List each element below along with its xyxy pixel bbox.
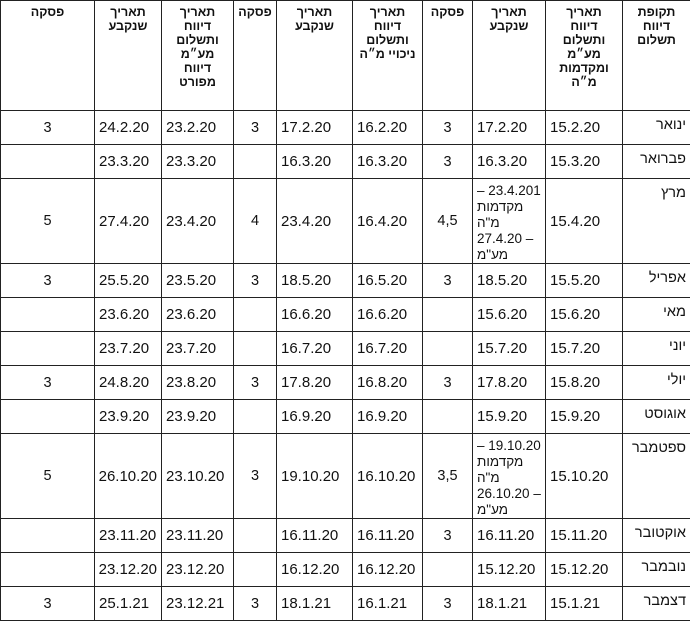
detailed-vat-date-cell: 23.9.20 [162, 400, 234, 434]
set-date-2-cell: 16.3.20 [277, 145, 353, 179]
set-date-2-cell: 17.8.20 [277, 366, 353, 400]
set-date-3-cell: 23.3.20 [95, 145, 162, 179]
clause-3-cell [1, 145, 95, 179]
detailed-vat-date-cell: 23.4.20 [162, 179, 234, 264]
set-date-1-cell: 18.1.21 [473, 587, 546, 621]
period-cell: פברואר [623, 145, 690, 179]
set-date-line: – 27.4.20 [477, 231, 541, 247]
deductions-date-cell: 16.8.20 [353, 366, 423, 400]
header-set-date-2 [277, 1, 353, 111]
set-date-3-cell: 23.9.20 [95, 400, 162, 434]
table-header [1, 1, 690, 111]
detailed-vat-date-cell: 23.12.20 [162, 553, 234, 587]
header-line: שנקבע [477, 19, 541, 33]
vat-advance-date-cell: 15.8.20 [546, 366, 623, 400]
deductions-date-cell: 16.11.20 [353, 519, 423, 553]
header-line: ותשלום [550, 33, 618, 47]
clause-2-cell: 3 [234, 111, 277, 145]
clause-1-cell: 3 [423, 111, 473, 145]
header-clause-1 [423, 1, 473, 111]
clause-2-cell [234, 145, 277, 179]
table-row [1, 587, 690, 621]
header-line: תאריך [166, 5, 229, 19]
detailed-vat-date-cell: 23.12.21 [162, 587, 234, 621]
clause-3-cell [1, 553, 95, 587]
clause-3-cell: 3 [1, 111, 95, 145]
header-line: מ״ה [550, 75, 618, 89]
header-line: ותשלום [357, 33, 418, 47]
table-row [1, 553, 690, 587]
clause-3-cell [1, 332, 95, 366]
header-line: תאריך [281, 5, 348, 19]
header-line: תאריך [357, 5, 418, 19]
clause-2-cell [234, 298, 277, 332]
period-cell: אוקטובר [623, 519, 690, 553]
deductions-date-cell: 16.4.20 [353, 179, 423, 264]
header-line: דיווח [166, 61, 229, 75]
clause-3-cell: 5 [1, 179, 95, 264]
clause-1-cell: 3 [423, 519, 473, 553]
period-cell: נובמבר [623, 553, 690, 587]
set-date-line: מקדמות [477, 199, 541, 215]
table-row [1, 434, 690, 519]
set-date-1-cell: 17.8.20 [473, 366, 546, 400]
detailed-vat-date-cell: 23.7.20 [162, 332, 234, 366]
header-report-pay-deductions [353, 1, 423, 111]
set-date-3-cell: 24.2.20 [95, 111, 162, 145]
set-date-1-cell [473, 434, 546, 519]
header-line: שנקבע [281, 19, 348, 33]
set-date-3-cell: 25.1.21 [95, 587, 162, 621]
set-date-3-cell: 24.8.20 [95, 366, 162, 400]
deductions-date-cell: 16.9.20 [353, 400, 423, 434]
header-line: תאריך [99, 5, 157, 19]
header-report-pay-detailed-vat [162, 1, 234, 111]
period-cell: יוני [623, 332, 690, 366]
detailed-vat-date-cell: 23.3.20 [162, 145, 234, 179]
vat-advance-date-cell: 15.4.20 [546, 179, 623, 264]
detailed-vat-date-cell: 23.11.20 [162, 519, 234, 553]
set-date-line: 19.10.20 – [477, 438, 541, 454]
clause-1-cell: 3 [423, 264, 473, 298]
clause-3-cell [1, 519, 95, 553]
header-line: שנקבע [99, 19, 157, 33]
header-line: פסקה [5, 5, 90, 19]
period-cell: דצמבר [623, 587, 690, 621]
set-date-line: מע"מ [477, 247, 541, 263]
clause-1-cell: 4,5 [423, 179, 473, 264]
header-line: מפורט [166, 75, 229, 89]
period-cell: מאי [623, 298, 690, 332]
table-row [1, 145, 690, 179]
detailed-vat-date-cell: 23.8.20 [162, 366, 234, 400]
set-date-3-cell: 23.11.20 [95, 519, 162, 553]
clause-3-cell: 5 [1, 434, 95, 519]
clause-1-cell [423, 553, 473, 587]
deductions-date-cell: 16.2.20 [353, 111, 423, 145]
header-line: תקופת [627, 5, 686, 19]
set-date-1-cell: 15.12.20 [473, 553, 546, 587]
vat-advance-date-cell: 15.9.20 [546, 400, 623, 434]
set-date-line: מקדמות [477, 454, 541, 470]
set-date-1-cell: 15.7.20 [473, 332, 546, 366]
period-cell: מרץ [623, 179, 690, 264]
header-clause-3 [1, 1, 95, 111]
set-date-line: מ"ה [477, 215, 541, 231]
set-date-2-cell: 18.5.20 [277, 264, 353, 298]
vat-advance-date-cell: 15.7.20 [546, 332, 623, 366]
header-line: דיווח [627, 19, 686, 33]
clause-1-cell [423, 332, 473, 366]
header-line: מע״מ [166, 47, 229, 61]
set-date-line: – 26.10.20 [477, 486, 541, 502]
clause-1-cell [423, 298, 473, 332]
table-row [1, 332, 690, 366]
set-date-2-cell: 18.1.21 [277, 587, 353, 621]
header-line: מע״מ [550, 47, 618, 61]
clause-1-cell: 3,5 [423, 434, 473, 519]
header-line: פסקה [427, 5, 468, 19]
header-line: פסקה [238, 5, 272, 19]
period-cell: ינואר [623, 111, 690, 145]
clause-3-cell: 3 [1, 587, 95, 621]
set-date-3-cell: 23.6.20 [95, 298, 162, 332]
table-row [1, 179, 690, 264]
clause-2-cell [234, 332, 277, 366]
table-body [1, 111, 690, 621]
vat-advance-date-cell: 15.5.20 [546, 264, 623, 298]
header-line: תאריך [550, 5, 618, 19]
deductions-date-cell: 16.7.20 [353, 332, 423, 366]
clause-1-cell: 3 [423, 145, 473, 179]
deductions-date-cell: 16.1.21 [353, 587, 423, 621]
period-cell: ספטמבר [623, 434, 690, 519]
set-date-line: מע"מ [477, 502, 541, 518]
deductions-date-cell: 16.12.20 [353, 553, 423, 587]
clause-2-cell: 3 [234, 366, 277, 400]
set-date-1-cell: 16.3.20 [473, 145, 546, 179]
detailed-vat-date-cell: 23.5.20 [162, 264, 234, 298]
header-line: ומקדמות [550, 61, 618, 75]
clause-2-cell: 4 [234, 179, 277, 264]
set-date-2-cell: 16.6.20 [277, 298, 353, 332]
clause-3-cell [1, 400, 95, 434]
set-date-1-cell [473, 179, 546, 264]
clause-2-cell: 3 [234, 587, 277, 621]
set-date-2-cell: 16.12.20 [277, 553, 353, 587]
header-line: דיווח [357, 19, 418, 33]
vat-advance-date-cell: 15.3.20 [546, 145, 623, 179]
clause-3-cell: 3 [1, 264, 95, 298]
deductions-date-cell: 16.5.20 [353, 264, 423, 298]
deductions-date-cell: 16.6.20 [353, 298, 423, 332]
header-line: תשלום [627, 33, 686, 47]
set-date-3-cell: 23.7.20 [95, 332, 162, 366]
clause-2-cell: 3 [234, 434, 277, 519]
period-cell: יולי [623, 366, 690, 400]
set-date-2-cell: 23.4.20 [277, 179, 353, 264]
set-date-3-cell: 23.12.20 [95, 553, 162, 587]
header-set-date-1 [473, 1, 546, 111]
set-date-line: מ"ה [477, 470, 541, 486]
set-date-1-cell: 15.6.20 [473, 298, 546, 332]
vat-advance-date-cell: 15.11.20 [546, 519, 623, 553]
clause-2-cell [234, 519, 277, 553]
table-row [1, 264, 690, 298]
set-date-2-cell: 16.11.20 [277, 519, 353, 553]
table-row [1, 298, 690, 332]
set-date-2-cell: 16.7.20 [277, 332, 353, 366]
header-set-date-3 [95, 1, 162, 111]
header-row [1, 1, 690, 111]
set-date-2-cell: 16.9.20 [277, 400, 353, 434]
header-report-pay-vat-advances [546, 1, 623, 111]
clause-1-cell [423, 400, 473, 434]
table-row [1, 366, 690, 400]
set-date-1-cell: 18.5.20 [473, 264, 546, 298]
vat-advance-date-cell: 15.1.21 [546, 587, 623, 621]
clause-3-cell [1, 298, 95, 332]
period-cell: אפריל [623, 264, 690, 298]
set-date-3-cell: 27.4.20 [95, 179, 162, 264]
header-line: תאריך [477, 5, 541, 19]
header-line: ניכויי מ״ה [357, 47, 418, 61]
period-cell: אוגוסט [623, 400, 690, 434]
detailed-vat-date-cell: 23.10.20 [162, 434, 234, 519]
clause-2-cell [234, 553, 277, 587]
header-clause-2 [234, 1, 277, 111]
clause-1-cell: 3 [423, 587, 473, 621]
vat-advance-date-cell: 15.6.20 [546, 298, 623, 332]
deductions-date-cell: 16.3.20 [353, 145, 423, 179]
table-row [1, 519, 690, 553]
set-date-2-cell: 19.10.20 [277, 434, 353, 519]
table-row [1, 400, 690, 434]
detailed-vat-date-cell: 23.2.20 [162, 111, 234, 145]
header-period [623, 1, 690, 111]
vat-advance-date-cell: 15.2.20 [546, 111, 623, 145]
clause-1-cell: 3 [423, 366, 473, 400]
clause-2-cell: 3 [234, 264, 277, 298]
table-row [1, 111, 690, 145]
clause-3-cell: 3 [1, 366, 95, 400]
set-date-1-cell: 15.9.20 [473, 400, 546, 434]
header-line: דיווח [166, 19, 229, 33]
set-date-line: 23.4.201 – [477, 183, 541, 199]
vat-advance-date-cell: 15.12.20 [546, 553, 623, 587]
set-date-3-cell: 25.5.20 [95, 264, 162, 298]
header-line: דיווח [550, 19, 618, 33]
header-line: ותשלום [166, 33, 229, 47]
clause-2-cell [234, 400, 277, 434]
set-date-3-cell: 26.10.20 [95, 434, 162, 519]
set-date-1-cell: 17.2.20 [473, 111, 546, 145]
set-date-1-cell: 16.11.20 [473, 519, 546, 553]
detailed-vat-date-cell: 23.6.20 [162, 298, 234, 332]
deductions-date-cell: 16.10.20 [353, 434, 423, 519]
set-date-2-cell: 17.2.20 [277, 111, 353, 145]
vat-advance-date-cell: 15.10.20 [546, 434, 623, 519]
